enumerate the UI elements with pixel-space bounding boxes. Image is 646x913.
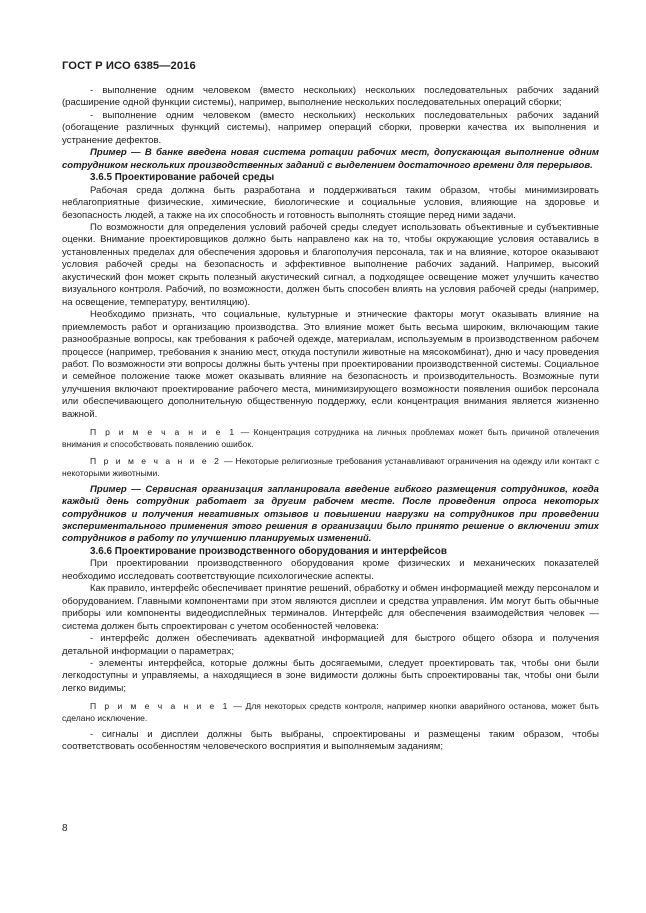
list-item: - элементы интерфейса, которые должны быть досягаемыми, следует проектировать так, чтобы они были легкодоступны и управляемы, а находящиеся в зоне видимости должны быть спроектированы так, чтобы они были легко видимы; xyxy=(62,657,599,694)
list-item: - интерфейс должен обеспечивать адекватной информацией для быстрого общего обзора и получения детальной информации о параметрах; xyxy=(62,633,599,657)
body-paragraph: При проектировании производственного оборудования кроме физических и механических показателей необходимо исследовать соответствующие психологические аспекты. xyxy=(62,558,599,582)
note-text: — Для некоторых средств контроля, например кнопки аварийного останова, может быть сделано исключение. xyxy=(62,701,599,723)
list-item: - выполнение одним человеком (вместо нескольких) нескольких последовательных рабочих заданий (обогащение различных функций системы), например операций сборки, проверки качества их выполнения и устранение дефектов. xyxy=(62,109,599,146)
body-paragraph: Необходимо признать, что социальные, культурные и этнические факторы могут оказывать влияние на приемлемость работ и организацию производства. Это влияние может быть весьма широким, включающим такие разнообразные вопросы, как требования к рабочей одежде, материалам, используемым в производственном рабочем процессе (например, требования к знанию мест, откуда поступили животные на мясокомбинат), дню и часу проведения работ. По возможности эти вопросы должны быть учтены при проектировании производственной системы. Социальное и семейное положение также может оказывать влияние на безопасность и производительность. Возможные пути улучшения включают проектирование рабочего места, минимизирующего возможности появления ошибок персонала или обеспечивающего дополнительную общественную поддержку, если концентрация внимания является жизненно важной. xyxy=(62,309,599,420)
section-heading-3-6-6: 3.6.6 Проектирование производственного оборудования и интерфейсов xyxy=(90,545,447,557)
note-text: — Некоторые религиозные требования устанавливают ограничения на одежду или контакт с некоторыми животными. xyxy=(62,456,599,479)
note-label: П р и м е ч а н и е 2 xyxy=(90,456,222,467)
note-paragraph xyxy=(62,456,599,479)
example-label: Пример xyxy=(90,483,127,495)
document-body xyxy=(62,85,599,753)
body-paragraph: По возможности для определения условий рабочей среды следует использовать объективные и субъективные оценки. Внимание проектировщиков должно быть направлено как на то, чтобы окружающие условия оставались в установленных пределах для обеспечения здоровья и благополучия персонала, так и на влияние, которое оказывают условия рабочей среды на безопасность и эффективное выполнение рабочих заданий. Например, высокий акустический фон может скрыть полезный акустический сигнал, а подходящее освещение может улучшить качество визуального контроля. Рабочий, по возможности, должен быть способен влиять на условия рабочей среды (например, на освещение, температуру, вентиляцию). xyxy=(62,221,599,308)
list-item: - выполнение одним человеком (вместо нескольких) нескольких последовательных рабочих заданий (расширение одной функции системы), например, выполнение нескольких последовательных операций сборки; xyxy=(62,85,599,109)
example-label: Пример xyxy=(90,147,127,159)
note-label: П р и м е ч а н и е 1 xyxy=(90,701,230,712)
section-heading-3-6-5: 3.6.5 Проектирование рабочей среды xyxy=(90,172,275,184)
note-paragraph xyxy=(62,701,599,724)
body-paragraph: Рабочая среда должна быть разработана и поддерживаться таким образом, чтобы минимизировать неблагоприятные физические, химические, биологические и социальные условия, влияющие на здоровье и безопасность людей, а также на их способность и готовность выполнять стоящие перед ними задачи. xyxy=(62,184,599,221)
note-text: — Концентрация сотрудника на личных проблемах может быть причиной отвлечения внимания и способствовать появлению ошибок. xyxy=(62,427,599,449)
example-paragraph xyxy=(62,484,599,546)
example-text: — Сервисная организация запланировала введение гибкого размещения сотрудников, когда каждый день сотрудник работает за другим рабочем месте. После проведения опроса некоторых сотрудников и получения негативных отзывов и повышении нагрузки на сотрудников при проведении экспериментального применения этого решения в организации было принято решение о включении этих сотрудников в работу по улучшению планируемых изменений. xyxy=(62,483,599,545)
note-paragraph xyxy=(62,427,599,450)
body-paragraph: Как правило, интерфейс обеспечивает принятие решений, обработку и обмен информацией между персоналом и оборудованием. Главными компонентами при этом являются дисплеи и средства управления. Им могут быть обычные приборы или компоненты видеодисплейных терминалов. Интерфейс для обеспечения взаимодействия человек — система должен быть спроектирован с учетом особенностей человека: xyxy=(62,583,599,632)
standard-header: ГОСТ Р ИСО 6385—2016 xyxy=(62,60,196,72)
example-paragraph xyxy=(62,147,599,172)
page-number: 8 xyxy=(62,823,68,834)
note-label: П р и м е ч а н и е 1 xyxy=(90,427,237,438)
list-item: - сигналы и дисплеи должны быть выбраны, спроектированы и размещены таким образом, чтобы соответствовать особенностям человеческого восприятия и выполняемым заданиям; xyxy=(62,728,599,752)
example-text: — В банке введена новая система ротации рабочих мест, допускающая выполнение одним сотрудником нескольких производственных заданий с выделением достаточного времени для перерывов. xyxy=(62,147,599,171)
